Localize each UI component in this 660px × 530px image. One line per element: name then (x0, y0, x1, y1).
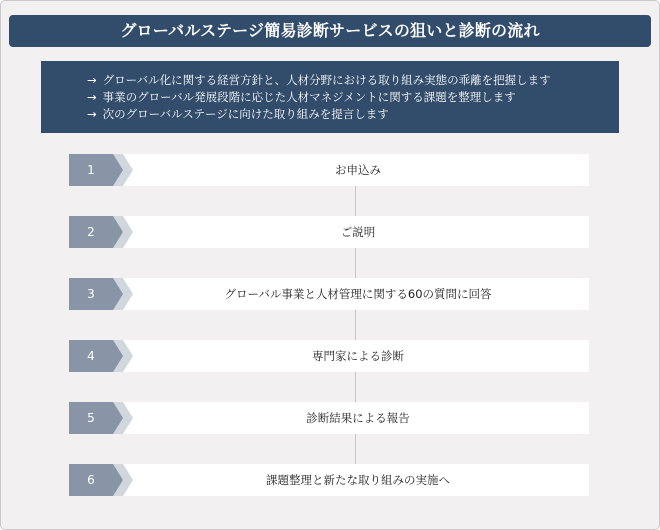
step-number: 2 (87, 225, 95, 239)
step-label: ご説明 (93, 216, 589, 248)
step-number-badge (69, 340, 133, 372)
step-number: 6 (87, 473, 95, 487)
flow-step-3 (69, 278, 589, 310)
step-number: 5 (87, 411, 95, 425)
step-label: 診断結果による報告 (93, 402, 589, 434)
purpose-box (41, 61, 619, 133)
step-number-badge (69, 154, 133, 186)
flow-step-1 (69, 154, 589, 186)
flow-step-6 (69, 464, 589, 496)
step-number-badge (69, 402, 133, 434)
purpose-item (87, 106, 619, 123)
arrow-right-icon: → (87, 90, 97, 104)
step-number: 4 (87, 349, 95, 363)
flow-step-2 (69, 216, 589, 248)
arrow-right-icon: → (87, 73, 97, 87)
step-number: 3 (87, 287, 95, 301)
purpose-item (87, 72, 619, 89)
flow-step-5 (69, 402, 589, 434)
step-label: 課題整理と新たな取り組みの実施へ (93, 464, 589, 496)
diagram-title: グローバルステージ簡易診断サービスの狙いと診断の流れ (9, 15, 651, 47)
step-number: 1 (87, 163, 95, 177)
step-number-badge (69, 464, 133, 496)
step-number-badge (69, 278, 133, 310)
arrow-right-icon: → (87, 107, 97, 121)
purpose-text: 事業のグローバル発展段階に応じた人材マネジメントに関する課題を整理します (102, 90, 516, 104)
purpose-text: グローバル化に関する経営方針と、人材分野における取り組み実態の乖離を把握します (102, 73, 551, 87)
step-label: グローバル事業と人材管理に関する60の質問に回答 (93, 278, 589, 310)
purpose-list (41, 61, 619, 123)
purpose-item (87, 89, 619, 106)
step-number-badge (69, 216, 133, 248)
flow-step-4 (69, 340, 589, 372)
step-label: 専門家による診断 (93, 340, 589, 372)
step-label: お申込み (93, 154, 589, 186)
purpose-text: 次のグローバルステージに向けた取り組みを提言します (102, 107, 389, 121)
